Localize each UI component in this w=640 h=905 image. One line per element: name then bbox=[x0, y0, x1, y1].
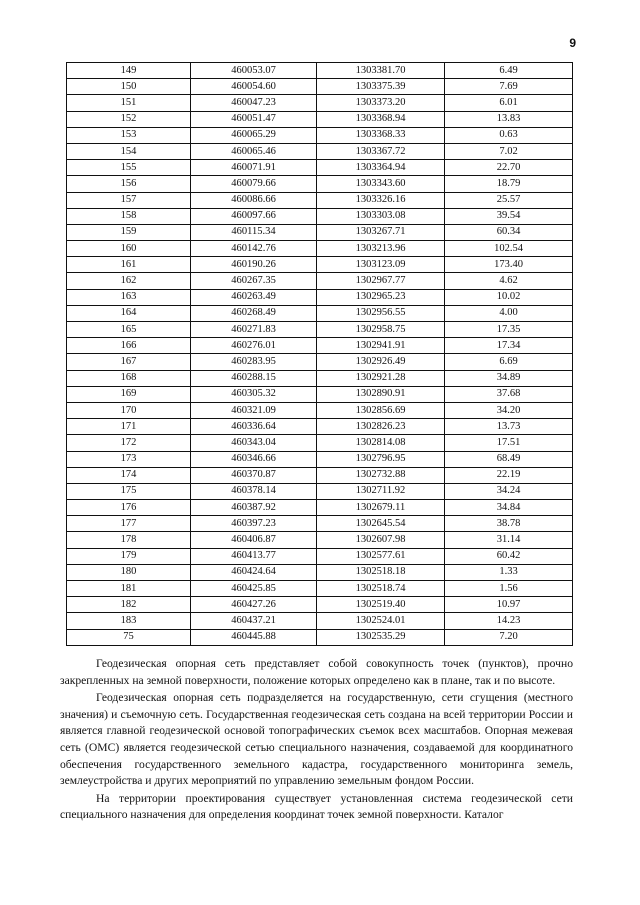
point-number-cell: 152 bbox=[67, 111, 191, 127]
table-row bbox=[67, 467, 573, 483]
x-coordinate-cell: 460424.64 bbox=[191, 564, 317, 580]
y-coordinate-cell: 1302518.74 bbox=[317, 581, 445, 597]
table-row bbox=[67, 176, 573, 192]
point-number-cell: 156 bbox=[67, 176, 191, 192]
y-coordinate-cell: 1302577.61 bbox=[317, 548, 445, 564]
distance-cell: 6.01 bbox=[445, 95, 573, 111]
y-coordinate-cell: 1303123.09 bbox=[317, 257, 445, 273]
coordinates-table bbox=[66, 62, 573, 646]
point-number-cell: 168 bbox=[67, 370, 191, 386]
distance-cell: 34.24 bbox=[445, 483, 573, 499]
table-row bbox=[67, 224, 573, 240]
y-coordinate-cell: 1303364.94 bbox=[317, 160, 445, 176]
point-number-cell: 159 bbox=[67, 224, 191, 240]
point-number-cell: 171 bbox=[67, 419, 191, 435]
y-coordinate-cell: 1302958.75 bbox=[317, 322, 445, 338]
y-coordinate-cell: 1302814.08 bbox=[317, 435, 445, 451]
x-coordinate-cell: 460276.01 bbox=[191, 338, 317, 354]
table-row bbox=[67, 548, 573, 564]
table-row bbox=[67, 516, 573, 532]
table-row bbox=[67, 402, 573, 418]
table-row bbox=[67, 95, 573, 111]
y-coordinate-cell: 1303368.94 bbox=[317, 111, 445, 127]
x-coordinate-cell: 460142.76 bbox=[191, 241, 317, 257]
point-number-cell: 183 bbox=[67, 613, 191, 629]
y-coordinate-cell: 1303343.60 bbox=[317, 176, 445, 192]
distance-cell: 39.54 bbox=[445, 208, 573, 224]
x-coordinate-cell: 460190.26 bbox=[191, 257, 317, 273]
x-coordinate-cell: 460321.09 bbox=[191, 402, 317, 418]
distance-cell: 6.49 bbox=[445, 63, 573, 79]
x-coordinate-cell: 460271.83 bbox=[191, 322, 317, 338]
table-row bbox=[67, 208, 573, 224]
y-coordinate-cell: 1302607.98 bbox=[317, 532, 445, 548]
point-number-cell: 154 bbox=[67, 143, 191, 159]
distance-cell: 10.02 bbox=[445, 289, 573, 305]
distance-cell: 10.97 bbox=[445, 597, 573, 613]
x-coordinate-cell: 460053.07 bbox=[191, 63, 317, 79]
y-coordinate-cell: 1303375.39 bbox=[317, 79, 445, 95]
table-row bbox=[67, 386, 573, 402]
distance-cell: 173.40 bbox=[445, 257, 573, 273]
distance-cell: 7.02 bbox=[445, 143, 573, 159]
distance-cell: 7.20 bbox=[445, 629, 573, 645]
x-coordinate-cell: 460413.77 bbox=[191, 548, 317, 564]
table-row bbox=[67, 629, 573, 645]
point-number-cell: 181 bbox=[67, 581, 191, 597]
point-number-cell: 172 bbox=[67, 435, 191, 451]
table-row bbox=[67, 483, 573, 499]
y-coordinate-cell: 1302890.91 bbox=[317, 386, 445, 402]
table-row bbox=[67, 79, 573, 95]
y-coordinate-cell: 1302732.88 bbox=[317, 467, 445, 483]
paragraph: Геодезическая опорная сеть подразделяется на государственную, сети сгущения (местного значения) и съемочную сеть. Государственная геодезическая сеть создана на всей территории России и является главной геодезической основой топографических съемок всех масштабов. Опорная межевая сеть (ОМС) является геодезической сетью специального назначения, создаваемой для координатного обеспечения государственного земельного кадастра, государственного мониторинга земель, землеустройства и других мероприятий по управлению земельным фондом России. bbox=[60, 691, 573, 788]
y-coordinate-cell: 1302921.28 bbox=[317, 370, 445, 386]
point-number-cell: 150 bbox=[67, 79, 191, 95]
y-coordinate-cell: 1302535.29 bbox=[317, 629, 445, 645]
point-number-cell: 155 bbox=[67, 160, 191, 176]
point-number-cell: 170 bbox=[67, 402, 191, 418]
table-row bbox=[67, 143, 573, 159]
point-number-cell: 176 bbox=[67, 500, 191, 516]
point-number-cell: 153 bbox=[67, 127, 191, 143]
x-coordinate-cell: 460097.66 bbox=[191, 208, 317, 224]
distance-cell: 34.84 bbox=[445, 500, 573, 516]
distance-cell: 1.56 bbox=[445, 581, 573, 597]
body-text bbox=[60, 656, 573, 824]
y-coordinate-cell: 1303303.08 bbox=[317, 208, 445, 224]
x-coordinate-cell: 460288.15 bbox=[191, 370, 317, 386]
y-coordinate-cell: 1303381.70 bbox=[317, 63, 445, 79]
distance-cell: 22.70 bbox=[445, 160, 573, 176]
point-number-cell: 158 bbox=[67, 208, 191, 224]
y-coordinate-cell: 1302518.18 bbox=[317, 564, 445, 580]
x-coordinate-cell: 460378.14 bbox=[191, 483, 317, 499]
x-coordinate-cell: 460051.47 bbox=[191, 111, 317, 127]
distance-cell: 14.23 bbox=[445, 613, 573, 629]
distance-cell: 38.78 bbox=[445, 516, 573, 532]
distance-cell: 13.73 bbox=[445, 419, 573, 435]
point-number-cell: 164 bbox=[67, 305, 191, 321]
y-coordinate-cell: 1302679.11 bbox=[317, 500, 445, 516]
distance-cell: 102.54 bbox=[445, 241, 573, 257]
y-coordinate-cell: 1302826.23 bbox=[317, 419, 445, 435]
x-coordinate-cell: 460079.66 bbox=[191, 176, 317, 192]
table-row bbox=[67, 160, 573, 176]
point-number-cell: 151 bbox=[67, 95, 191, 111]
y-coordinate-cell: 1302645.54 bbox=[317, 516, 445, 532]
point-number-cell: 169 bbox=[67, 386, 191, 402]
y-coordinate-cell: 1303213.96 bbox=[317, 241, 445, 257]
y-coordinate-cell: 1302941.91 bbox=[317, 338, 445, 354]
distance-cell: 13.83 bbox=[445, 111, 573, 127]
x-coordinate-cell: 460445.88 bbox=[191, 629, 317, 645]
distance-cell: 34.89 bbox=[445, 370, 573, 386]
table-row bbox=[67, 338, 573, 354]
paragraph: Геодезическая опорная сеть представляет собой совокупность точек (пунктов), прочно закрепленных на земной поверхности, положение которых определено как в плане, так и по высоте. bbox=[60, 657, 573, 687]
table-row bbox=[67, 257, 573, 273]
distance-cell: 18.79 bbox=[445, 176, 573, 192]
point-number-cell: 165 bbox=[67, 322, 191, 338]
distance-cell: 68.49 bbox=[445, 451, 573, 467]
point-number-cell: 180 bbox=[67, 564, 191, 580]
table-row bbox=[67, 451, 573, 467]
table-row bbox=[67, 564, 573, 580]
table-row bbox=[67, 241, 573, 257]
x-coordinate-cell: 460071.91 bbox=[191, 160, 317, 176]
x-coordinate-cell: 460054.60 bbox=[191, 79, 317, 95]
table-row bbox=[67, 613, 573, 629]
y-coordinate-cell: 1302856.69 bbox=[317, 402, 445, 418]
y-coordinate-cell: 1302524.01 bbox=[317, 613, 445, 629]
x-coordinate-cell: 460115.34 bbox=[191, 224, 317, 240]
point-number-cell: 179 bbox=[67, 548, 191, 564]
x-coordinate-cell: 460437.21 bbox=[191, 613, 317, 629]
table-row bbox=[67, 111, 573, 127]
y-coordinate-cell: 1302519.40 bbox=[317, 597, 445, 613]
x-coordinate-cell: 460336.64 bbox=[191, 419, 317, 435]
table-row bbox=[67, 305, 573, 321]
x-coordinate-cell: 460065.46 bbox=[191, 143, 317, 159]
point-number-cell: 173 bbox=[67, 451, 191, 467]
x-coordinate-cell: 460267.35 bbox=[191, 273, 317, 289]
x-coordinate-cell: 460305.32 bbox=[191, 386, 317, 402]
y-coordinate-cell: 1303326.16 bbox=[317, 192, 445, 208]
point-number-cell: 149 bbox=[67, 63, 191, 79]
y-coordinate-cell: 1302796.95 bbox=[317, 451, 445, 467]
table-row bbox=[67, 273, 573, 289]
distance-cell: 34.20 bbox=[445, 402, 573, 418]
table-row bbox=[67, 435, 573, 451]
y-coordinate-cell: 1302965.23 bbox=[317, 289, 445, 305]
point-number-cell: 161 bbox=[67, 257, 191, 273]
table-row bbox=[67, 63, 573, 79]
table-row bbox=[67, 289, 573, 305]
y-coordinate-cell: 1303367.72 bbox=[317, 143, 445, 159]
paragraph: На территории проектирования существует установленная система геодезической сети специального назначения для определения координат точек земной поверхности. Каталог bbox=[60, 791, 573, 822]
distance-cell: 0.63 bbox=[445, 127, 573, 143]
distance-cell: 6.69 bbox=[445, 354, 573, 370]
y-coordinate-cell: 1302967.77 bbox=[317, 273, 445, 289]
table-row bbox=[67, 370, 573, 386]
point-number-cell: 75 bbox=[67, 629, 191, 645]
distance-cell: 4.00 bbox=[445, 305, 573, 321]
distance-cell: 22.19 bbox=[445, 467, 573, 483]
distance-cell: 17.35 bbox=[445, 322, 573, 338]
x-coordinate-cell: 460370.87 bbox=[191, 467, 317, 483]
coordinates-table-body bbox=[67, 63, 573, 646]
point-number-cell: 163 bbox=[67, 289, 191, 305]
table-row bbox=[67, 597, 573, 613]
distance-cell: 17.34 bbox=[445, 338, 573, 354]
table-row bbox=[67, 419, 573, 435]
y-coordinate-cell: 1303368.33 bbox=[317, 127, 445, 143]
x-coordinate-cell: 460283.95 bbox=[191, 354, 317, 370]
distance-cell: 25.57 bbox=[445, 192, 573, 208]
table-row bbox=[67, 127, 573, 143]
x-coordinate-cell: 460343.04 bbox=[191, 435, 317, 451]
y-coordinate-cell: 1303373.20 bbox=[317, 95, 445, 111]
table-row bbox=[67, 192, 573, 208]
table-row bbox=[67, 322, 573, 338]
x-coordinate-cell: 460065.29 bbox=[191, 127, 317, 143]
distance-cell: 1.33 bbox=[445, 564, 573, 580]
x-coordinate-cell: 460387.92 bbox=[191, 500, 317, 516]
x-coordinate-cell: 460397.23 bbox=[191, 516, 317, 532]
x-coordinate-cell: 460346.66 bbox=[191, 451, 317, 467]
distance-cell: 17.51 bbox=[445, 435, 573, 451]
point-number-cell: 177 bbox=[67, 516, 191, 532]
distance-cell: 60.42 bbox=[445, 548, 573, 564]
page-number: 9 bbox=[569, 36, 576, 50]
table-row bbox=[67, 532, 573, 548]
x-coordinate-cell: 460427.26 bbox=[191, 597, 317, 613]
distance-cell: 7.69 bbox=[445, 79, 573, 95]
table-row bbox=[67, 500, 573, 516]
point-number-cell: 160 bbox=[67, 241, 191, 257]
point-number-cell: 162 bbox=[67, 273, 191, 289]
x-coordinate-cell: 460268.49 bbox=[191, 305, 317, 321]
x-coordinate-cell: 460086.66 bbox=[191, 192, 317, 208]
y-coordinate-cell: 1303267.71 bbox=[317, 224, 445, 240]
x-coordinate-cell: 460047.23 bbox=[191, 95, 317, 111]
x-coordinate-cell: 460425.85 bbox=[191, 581, 317, 597]
y-coordinate-cell: 1302926.49 bbox=[317, 354, 445, 370]
y-coordinate-cell: 1302711.92 bbox=[317, 483, 445, 499]
point-number-cell: 175 bbox=[67, 483, 191, 499]
x-coordinate-cell: 460263.49 bbox=[191, 289, 317, 305]
point-number-cell: 178 bbox=[67, 532, 191, 548]
table-row bbox=[67, 581, 573, 597]
table-row bbox=[67, 354, 573, 370]
distance-cell: 4.62 bbox=[445, 273, 573, 289]
y-coordinate-cell: 1302956.55 bbox=[317, 305, 445, 321]
point-number-cell: 166 bbox=[67, 338, 191, 354]
point-number-cell: 167 bbox=[67, 354, 191, 370]
point-number-cell: 182 bbox=[67, 597, 191, 613]
distance-cell: 60.34 bbox=[445, 224, 573, 240]
x-coordinate-cell: 460406.87 bbox=[191, 532, 317, 548]
distance-cell: 31.14 bbox=[445, 532, 573, 548]
point-number-cell: 174 bbox=[67, 467, 191, 483]
point-number-cell: 157 bbox=[67, 192, 191, 208]
distance-cell: 37.68 bbox=[445, 386, 573, 402]
